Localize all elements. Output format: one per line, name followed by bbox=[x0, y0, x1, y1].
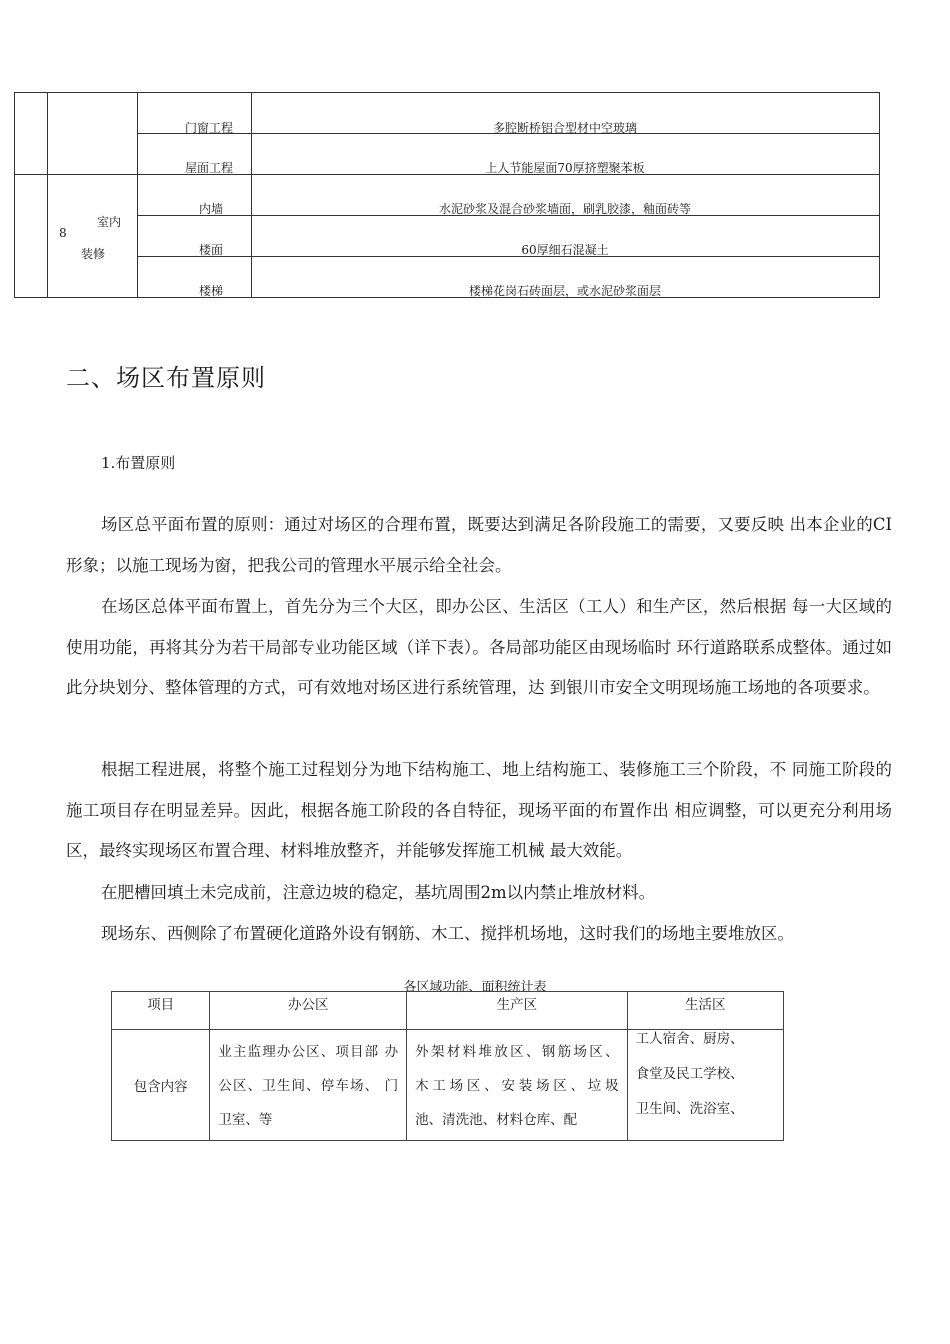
spec-table bbox=[14, 92, 880, 298]
spec-desc: 60厚细石混凝土 bbox=[521, 243, 609, 257]
spec-col-divider bbox=[137, 93, 138, 297]
header-cell: 生活区 bbox=[627, 992, 783, 1030]
living-line: 工人宿舍、厨房、 bbox=[635, 1031, 744, 1047]
spec-desc: 楼梯花岗石砖面层，或水泥砂浆面层 bbox=[468, 284, 661, 298]
production-line: 池、清洗池、材料仓库、配 bbox=[415, 1112, 578, 1128]
row-label: 包含内容 bbox=[133, 1079, 188, 1095]
section-title: 二、场区布置原则 bbox=[66, 364, 266, 392]
spec-item: 内墙 bbox=[199, 202, 224, 216]
office-line: 卫室、等 bbox=[218, 1112, 273, 1128]
paragraph: 现场东、西侧除了布置硬化道路外设有钢筋、木工、搅拌机场地，这时我们的场地主要堆放区。 bbox=[101, 924, 794, 943]
spec-group-label: 室内 bbox=[97, 215, 122, 229]
spec-item: 楼梯 bbox=[199, 284, 224, 298]
paragraph: 根据工程进展，将整个施工过程划分为地下结构施工、地上结构施工、装修施工三个阶段，不 同施工阶段的施工项目存在明显差异。因此，根据各施工阶段的各自特征，现场平面的布置作出 相应调整，可以更充分利用场区，最终实现场区布置合理、材料堆放整齐，并能够发挥施工机械 最大效能。 bbox=[66, 760, 892, 860]
spec-item: 门窗工程 bbox=[185, 121, 234, 135]
living-cell bbox=[627, 1030, 783, 1141]
spec-col-divider bbox=[47, 93, 48, 297]
paragraph: 场区总平面布置的原则：通过对场区的合理布置，既要达到满足各阶段施工的需要，又要反映 出本企业的CI形象；以施工现场为窗，把我公司的管理水平展示给全社会。 bbox=[66, 515, 892, 575]
office-cell bbox=[210, 1030, 407, 1141]
paragraph: 在肥槽回填土未完成前，注意边坡的稳定，基坑周围2m以内禁止堆放材料。 bbox=[101, 883, 656, 902]
spec-desc: 上人节能屋面70厚挤塑聚苯板 bbox=[485, 161, 645, 175]
table-caption: 各区域功能、面积统计表 bbox=[403, 980, 547, 995]
row-label-cell bbox=[112, 1030, 210, 1141]
spec-desc: 水泥砂浆及混合砂浆墙面，刷乳胶漆，釉面砖等 bbox=[438, 202, 691, 216]
paragraph: 在场区总体平面布置上，首先分为三个大区，即办公区、生活区（工人）和生产区，然后根据 每一大区域的使用功能，再将其分为若干局部专业功能区域（详下表）。各局部功能区由现场临时 环行道路联系成整体。通过如此分块划分、整体管理的方式，可有效地对场区进行系统管理，达 到银川市安全文明现场施工场地的各项要求。 bbox=[66, 597, 892, 697]
office-line: 公区、卫生间、停车场、 门 bbox=[218, 1078, 399, 1094]
office-line: 业主监理办公区、项目部 办 bbox=[218, 1044, 399, 1060]
spec-item: 屋面工程 bbox=[185, 161, 234, 175]
header-cell: 项目 bbox=[112, 992, 210, 1030]
spec-item: 楼面 bbox=[199, 243, 224, 257]
production-line: 外架材料堆放区、钢筋场区、 bbox=[415, 1044, 619, 1060]
production-line: 木工场区、安装场区、垃圾 bbox=[415, 1078, 619, 1094]
living-line: 食堂及民工学校、 bbox=[635, 1066, 744, 1082]
spec-group-label: 装修 bbox=[81, 247, 106, 261]
spec-desc: 多腔断桥铝合型材中空玻璃 bbox=[492, 121, 637, 135]
header-cell: 办公区 bbox=[210, 992, 407, 1030]
living-line: 卫生间、洗浴室、 bbox=[635, 1101, 744, 1117]
spec-row-number: 8 bbox=[59, 226, 67, 240]
area-table bbox=[111, 991, 784, 1141]
production-cell bbox=[407, 1030, 627, 1141]
header-cell: 生产区 bbox=[407, 992, 627, 1030]
subsection-title: 1.布置原则 bbox=[101, 454, 176, 472]
table-row bbox=[112, 1030, 784, 1141]
